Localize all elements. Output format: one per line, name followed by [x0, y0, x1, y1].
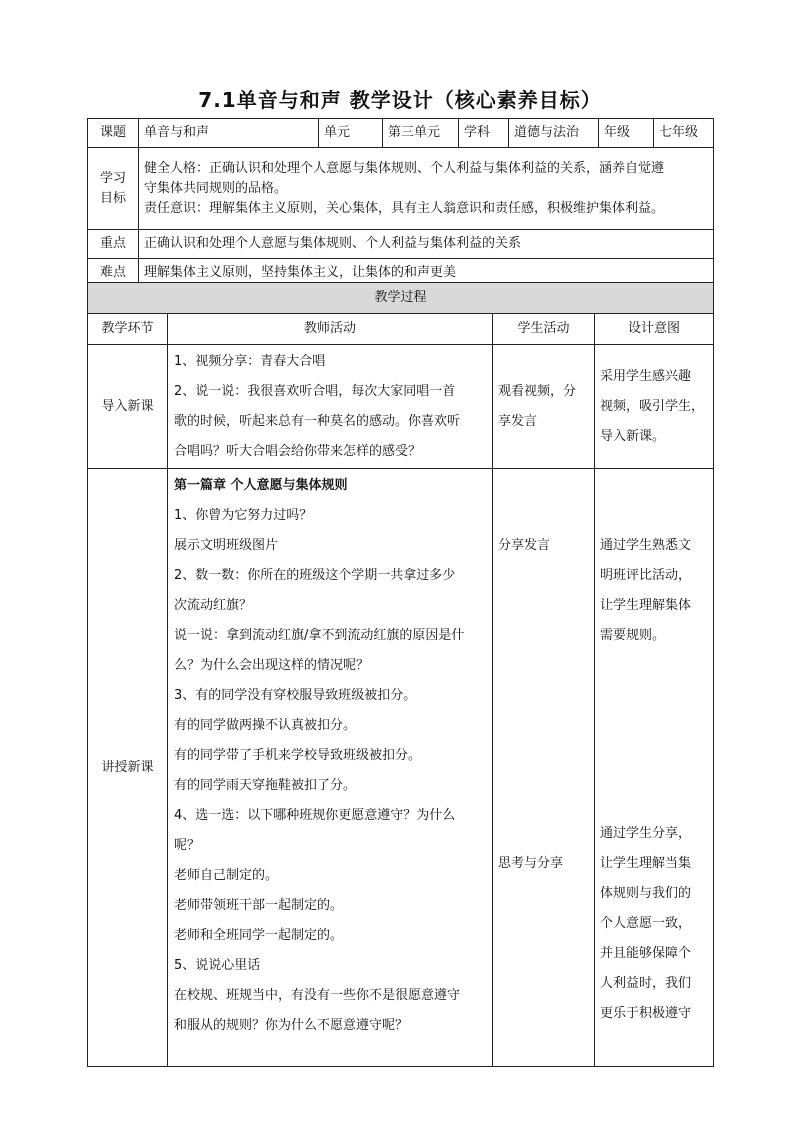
- intro-student-activity: [493, 345, 595, 469]
- teacher-line: 1、你曾为它努力过吗？: [174, 508, 313, 523]
- intro-stage: 导入新课: [88, 345, 168, 469]
- goal-label-line-2: 目标: [99, 190, 126, 206]
- intent-line: 采用学生感兴趣: [600, 368, 692, 384]
- teacher-line: 3、有的同学没有穿校服导致班级被扣分。: [174, 688, 417, 703]
- teacher-line: 有的同学雨天穿拖鞋被扣了分。: [174, 778, 357, 793]
- unit-label: 单元: [319, 119, 383, 148]
- teacher-line: 2、说一说：我很喜欢听合唱，每次大家同唱一首: [174, 383, 456, 399]
- goal-content: [139, 148, 714, 230]
- header-intent: 设计意图: [595, 314, 714, 345]
- teacher-line: 呢？: [174, 838, 201, 853]
- teacher-line: 5、说说心里话: [174, 958, 261, 973]
- teacher-line: 老师带领班干部一起制定的。: [174, 898, 344, 913]
- difficulty-label: 难点: [88, 259, 139, 288]
- student-line: 思考与分享: [498, 856, 564, 871]
- lecture-stage: 讲授新课: [88, 469, 168, 1067]
- student-line: 分享发言: [498, 538, 551, 553]
- intent-line: 让学生理解当集: [600, 856, 692, 871]
- intent-line: 导入新课。: [600, 428, 666, 444]
- intent-line: 让学生理解集体: [600, 598, 692, 613]
- teacher-line: 和服从的规则？你为什么不愿意遵守呢？: [174, 1018, 409, 1033]
- student-line: 享发言: [498, 413, 538, 429]
- student-line: 观看视频，分: [498, 383, 577, 399]
- header-student: 学生活动: [493, 314, 595, 345]
- teaching-process-table: [87, 282, 714, 1067]
- teacher-line: 有的同学带了手机来学校导致班级被扣分。: [174, 748, 422, 763]
- teacher-line: 1、视频分享：青春大合唱: [174, 353, 326, 369]
- intro-teacher-activity: [168, 345, 493, 469]
- topic-label: 课题: [88, 119, 139, 148]
- intro-design-intent: [595, 345, 714, 469]
- intent-line: 更乐于积极遵守: [600, 1006, 692, 1021]
- goal-line: 守集体共同规则的品格。: [144, 180, 288, 196]
- difficulty-value: 理解集体主义原则，坚持集体主义，让集体的和声更美: [139, 259, 714, 288]
- intent-line: 个人意愿一致，: [600, 916, 692, 931]
- header-teacher: 教师活动: [168, 314, 493, 345]
- teacher-line: 合唱吗？听大合唱会给你带来怎样的感受？: [174, 443, 422, 459]
- teacher-line: 4、选一选：以下哪种班规你更愿意遵守？为什么: [174, 808, 456, 823]
- topic-value: 单音与和声: [139, 119, 319, 148]
- goal-line: 责任意识：理解集体主义原则，关心集体，具有主人翁意识和责任感，积极维护集体利益。: [144, 200, 665, 216]
- intent-line: 明班评比活动，: [600, 568, 692, 583]
- goal-label-line-1: 学习: [99, 170, 126, 186]
- teacher-line: 么？为什么会出现这样的情况呢？: [174, 658, 370, 673]
- key-point-label: 重点: [88, 230, 139, 259]
- intent-line: 通过学生分享，: [600, 826, 692, 841]
- key-point-value: 正确认识和处理个人意愿与集体规则、个人利益与集体利益的关系: [139, 230, 714, 259]
- goal-line: 健全人格：正确认识和处理个人意愿与集体规则、个人利益与集体利益的关系，涵养自觉遵: [144, 160, 665, 176]
- section-heading: 第一篇章 个人意愿与集体规则: [174, 478, 348, 493]
- unit-value: 第三单元: [383, 119, 459, 148]
- teacher-line: 老师自己制定的。: [174, 868, 279, 883]
- teacher-line: 说一说：拿到流动红旗/拿不到流动红旗的原因是什: [174, 628, 465, 643]
- intent-line: 视频，吸引学生，: [600, 398, 705, 414]
- teacher-line: 老师和全班同学一起制定的。: [174, 928, 344, 943]
- process-band-title: 教学过程: [88, 283, 714, 314]
- lesson-info-table: [87, 118, 714, 288]
- lecture-teacher-activity: [168, 469, 493, 1067]
- lecture-design-intent: [595, 469, 714, 1067]
- teacher-line: 歌的时候，听起来总有一种莫名的感动。你喜欢听: [174, 413, 461, 429]
- teacher-line: 次流动红旗？: [174, 598, 253, 613]
- intent-line: 通过学生熟悉文: [600, 538, 692, 553]
- intent-group-2: [600, 819, 708, 1029]
- teacher-line: 有的同学做两操不认真被扣分。: [174, 718, 357, 733]
- teacher-line: 在校规、班规当中，有没有一些你不是很愿意遵守: [174, 988, 461, 1003]
- goal-label: [88, 148, 139, 230]
- page-title: 7.1单音与和声 教学设计（核心素养目标）: [198, 88, 602, 112]
- teacher-line: 展示文明班级图片: [174, 538, 279, 553]
- intent-group-1: [600, 531, 708, 651]
- teacher-line: 2、数一数：你所在的班级这个学期一共拿过多少: [174, 568, 456, 583]
- intent-line: 需要规则。: [600, 628, 666, 643]
- header-stage: 教学环节: [88, 314, 168, 345]
- intent-line: 人利益时，我们: [600, 976, 692, 991]
- subject-label: 学科: [459, 119, 509, 148]
- intent-line: 体规则与我们的: [600, 886, 692, 901]
- grade-label: 年级: [599, 119, 654, 148]
- lecture-student-activity: [493, 469, 595, 1067]
- subject-value: 道德与法治: [509, 119, 599, 148]
- grade-value: 七年级: [654, 119, 714, 148]
- intent-line: 并且能够保障个: [600, 946, 692, 961]
